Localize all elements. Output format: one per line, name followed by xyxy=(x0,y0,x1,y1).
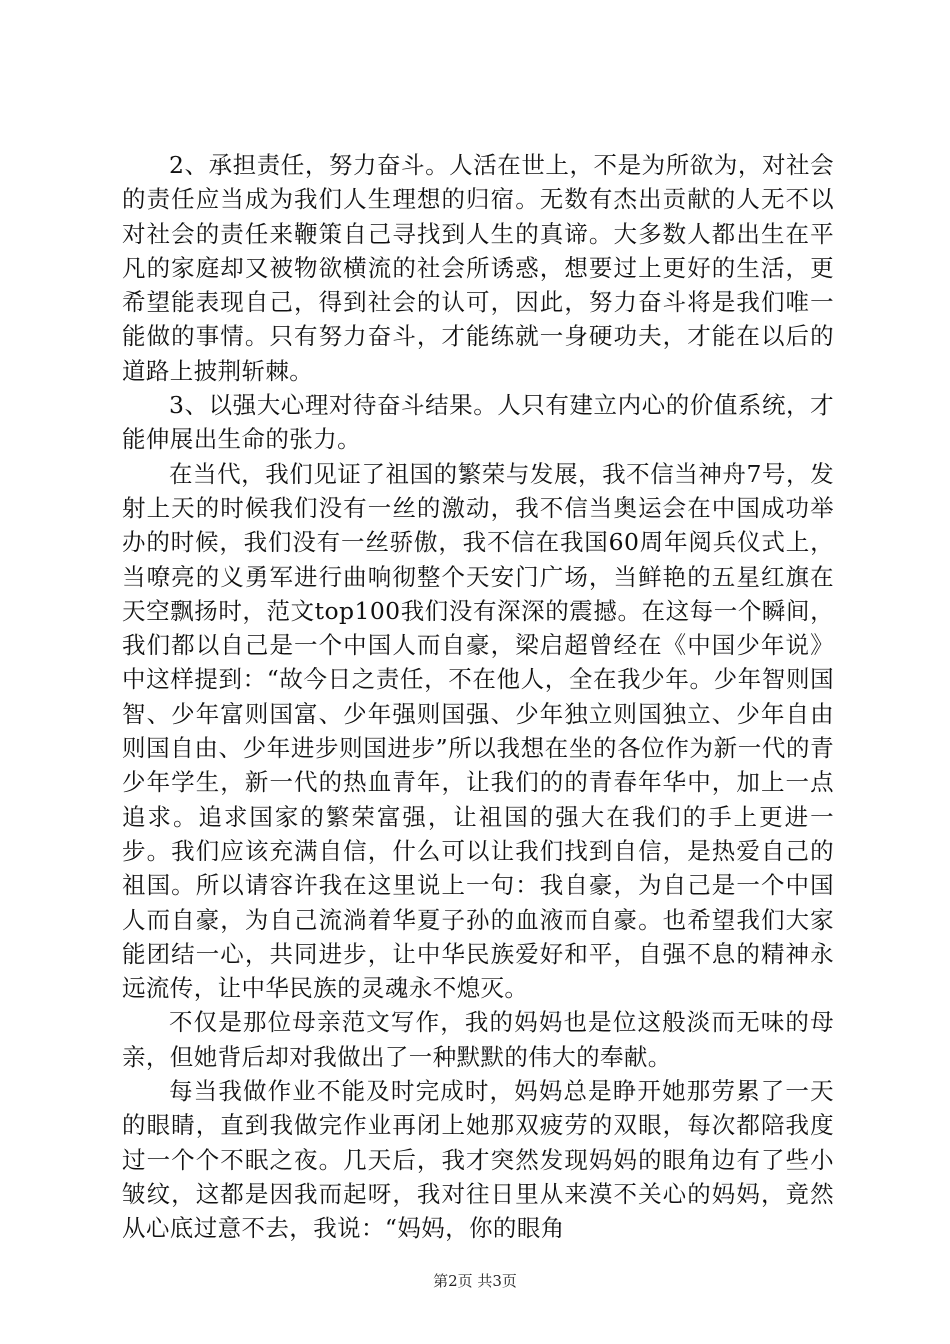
paragraph-responsibility: 2、承担责任，努力奋斗。人活在世上，不是为所欲为，对社会的责任应当成为我们人生理想的归宿。无数有杰出贡献的人无不以对社会的责任来鞭策自己寻找到人生的真谛。大多数人都出生在平凡的家庭却又被物欲横流的社会所诱惑，想要过上更好的生活，更希望能表现自己，得到社会的认可，因此，努力奋斗将是我们唯一能做的事情。只有努力奋斗，才能练就一身硬功夫，才能在以后的道路上披荆斩棘。 xyxy=(122,151,834,385)
paragraph-mother-intro: 不仅是那位母亲范文写作，我的妈妈也是位这般淡而无味的母亲，但她背后却对我做出了一种默默的伟大的奉献。 xyxy=(122,1008,834,1071)
paragraph-mental-strength: 3、以强大心理对待奋斗结果。人只有建立内心的价值系统，才能伸展出生命的张力。 xyxy=(122,391,834,454)
page-number-footer: 第2页 共3页 xyxy=(433,1272,517,1290)
document-body xyxy=(122,148,834,1246)
paragraph-mother-homework: 每当我做作业不能及时完成时，妈妈总是睁开她那劳累了一天的眼睛，直到我做完作业再闭上她那双疲劳的双眼，每次都陪我度过一个个不眠之夜。几天后，我才突然发现妈妈的眼角边有了些小皱纹，这都是因我而起呀，我对往日里从来漠不关心的妈妈，竟然从心底过意不去，我说：“妈妈，你的眼角 xyxy=(122,1077,834,1243)
paragraph-motherland: 在当代，我们见证了祖国的繁荣与发展，我不信当神舟7号，发射上天的时候我们没有一丝的激动，我不信当奥运会在中国成功举办的时候，我们没有一丝骄傲，我不信在我国60周年阅兵仪式上，当嘹亮的义勇军进行曲响彻整个天安门广场，当鲜艳的五星红旗在天空飘扬时，范文top100我们没有深深的震撼。在这每一个瞬间，我们都以自己是一个中国人而自豪，梁启超曾经在《中国少年说》中这样提到：“故今日之责任，不在他人，全在我少年。少年智则国智、少年富则国富、少年强则国强、少年独立则国独立、少年自由则国自由、少年进步则国进步”所以我想在坐的各位作为新一代的青少年学生，新一代的热血青年，让我们的的青春年华中，加上一点追求。追求国家的繁荣富强，让祖国的强大在我们的手上更进一步。我们应该充满自信，什么可以让我们找到自信，是热爱自己的祖国。所以请容许我在这里说上一句：我自豪，为自己是一个中国人而自豪，为自己流淌着华夏子孙的血液而自豪。也希望我们大家能团结一心，共同进步，让中华民族爱好和平，自强不息的精神永远流传，让中华民族的灵魂永不熄灭。 xyxy=(122,459,834,1003)
